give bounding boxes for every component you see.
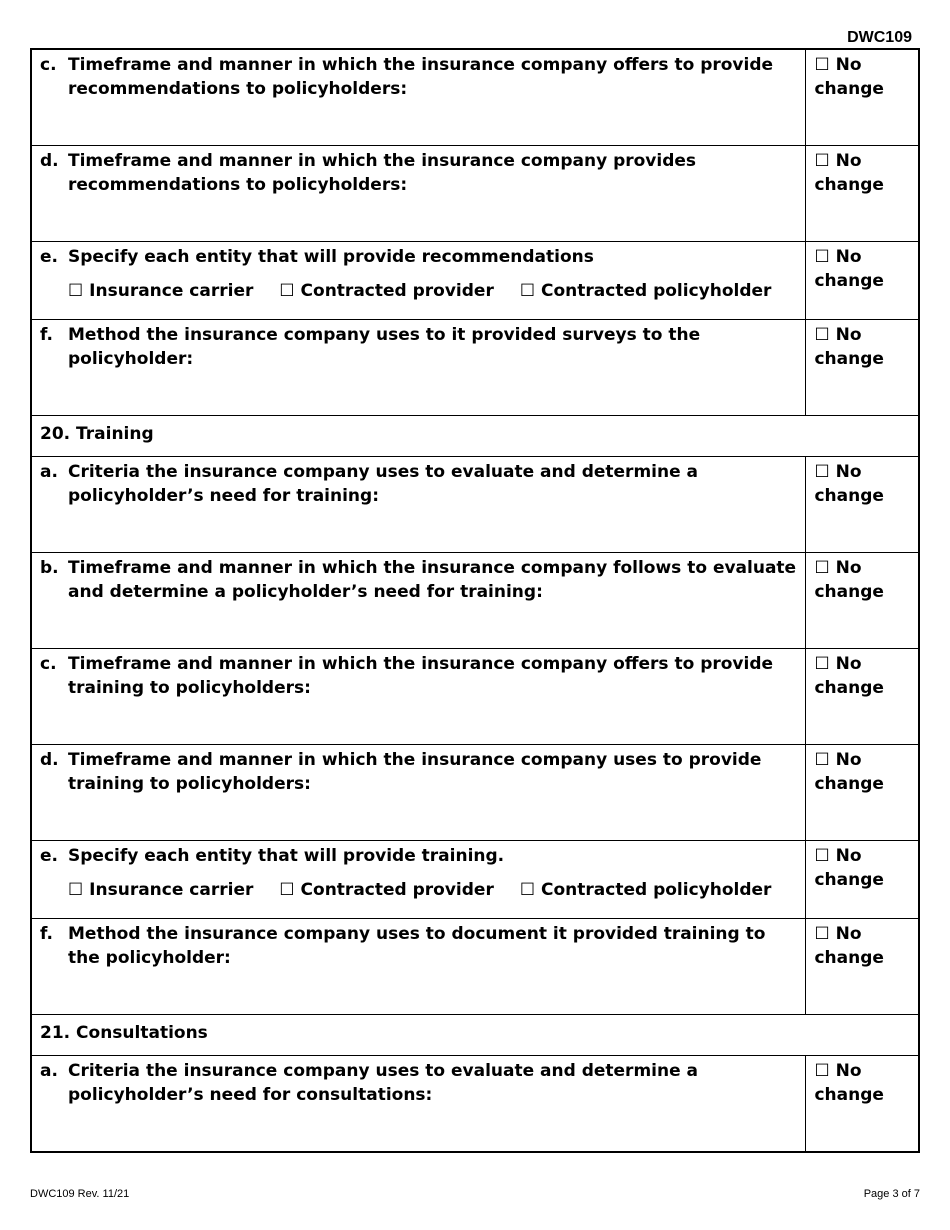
section-header-training (31, 416, 919, 457)
no-change-checkbox[interactable]: ☐ No change (806, 146, 919, 242)
table-row (31, 919, 919, 1015)
no-change-checkbox[interactable]: ☐ No change (806, 320, 919, 416)
question-cell (31, 745, 806, 841)
no-change-checkbox[interactable]: ☐ No change (806, 457, 919, 553)
no-change-checkbox[interactable]: ☐ No change (806, 553, 919, 649)
table-row (31, 841, 919, 919)
item-letter: e. (40, 846, 58, 866)
item-letter: d. (40, 151, 59, 171)
checkbox-icon[interactable]: ☐ (279, 281, 295, 301)
no-change-checkbox[interactable]: ☐ No change (806, 745, 919, 841)
footer-page-number: Page 3 of 7 (863, 1188, 920, 1200)
item-letter: d. (40, 750, 59, 770)
question-text: Specify each entity that will provide recommendations (68, 247, 594, 267)
question-text: Criteria the insurance company uses to evaluate and determine a policyholder’s need for training: (68, 462, 699, 506)
question-cell (31, 919, 806, 1015)
table-row (31, 242, 919, 320)
checkbox-icon[interactable]: ☐ (279, 880, 295, 900)
question-cell (31, 146, 806, 242)
item-letter: b. (40, 558, 59, 578)
item-letter: f. (40, 325, 53, 345)
form-code: DWC109 (847, 29, 912, 46)
question-text: Criteria the insurance company uses to evaluate and determine a policyholder’s need for consultations: (68, 1061, 699, 1105)
option-insurance-carrier[interactable]: ☐ Insurance carrier (68, 880, 254, 900)
question-cell (31, 841, 806, 919)
item-letter: a. (40, 462, 58, 482)
option-insurance-carrier[interactable]: ☐ Insurance carrier (68, 281, 254, 301)
table-row (31, 457, 919, 553)
question-cell (31, 553, 806, 649)
item-letter: a. (40, 1061, 58, 1081)
section-title: 21. Consultations (31, 1015, 919, 1056)
no-change-checkbox[interactable]: ☐ No change (806, 1056, 919, 1153)
checkbox-icon[interactable]: ☐ (519, 281, 536, 301)
option-contracted-policyholder[interactable]: ☐ Contracted policyholder (519, 281, 772, 301)
question-cell (31, 457, 806, 553)
question-text: Method the insurance company uses to document it provided training to the policyholder: (68, 924, 766, 968)
footer-form-revision: DWC109 Rev. 11/21 (30, 1188, 130, 1200)
question-text: Timeframe and manner in which the insurance company uses to provide training to policyholders: (68, 750, 762, 794)
item-letter: e. (40, 247, 58, 267)
item-letter: c. (40, 55, 57, 75)
section-title: 20. Training (31, 416, 919, 457)
entity-options (68, 279, 797, 303)
checkbox-icon[interactable]: ☐ (68, 281, 84, 301)
table-row (31, 146, 919, 242)
question-text: Specify each entity that will provide training. (68, 846, 505, 866)
item-letter: f. (40, 924, 53, 944)
question-text: Method the insurance company uses to it provided surveys to the policyholder: (68, 325, 701, 369)
question-cell (31, 320, 806, 416)
question-text: Timeframe and manner in which the insurance company provides recommendations to policyholders: (68, 151, 697, 195)
no-change-checkbox[interactable]: ☐ No change (806, 919, 919, 1015)
table-row (31, 553, 919, 649)
checkbox-icon[interactable]: ☐ (68, 880, 84, 900)
option-contracted-provider[interactable]: ☐ Contracted provider (279, 281, 494, 301)
question-cell (31, 242, 806, 320)
question-cell (31, 1056, 806, 1153)
no-change-checkbox[interactable]: ☐ No change (806, 242, 919, 320)
no-change-checkbox[interactable]: ☐ No change (806, 841, 919, 919)
table-row (31, 49, 919, 146)
question-text: Timeframe and manner in which the insurance company offers to provide training to policyholders: (68, 654, 774, 698)
table-row (31, 1056, 919, 1153)
table-row (31, 320, 919, 416)
checkbox-icon[interactable]: ☐ (519, 880, 536, 900)
question-cell (31, 649, 806, 745)
form-table (30, 48, 920, 1153)
question-text: Timeframe and manner in which the insurance company follows to evaluate and determine a policyholder’s need for training: (68, 558, 797, 602)
table-row (31, 745, 919, 841)
no-change-checkbox[interactable]: ☐ No change (806, 49, 919, 146)
entity-options (68, 878, 797, 902)
option-contracted-provider[interactable]: ☐ Contracted provider (279, 880, 494, 900)
table-row (31, 649, 919, 745)
question-text: Timeframe and manner in which the insurance company offers to provide recommendations to policyholders: (68, 55, 774, 99)
section-header-consultations (31, 1015, 919, 1056)
item-letter: c. (40, 654, 57, 674)
option-contracted-policyholder[interactable]: ☐ Contracted policyholder (519, 880, 772, 900)
no-change-checkbox[interactable]: ☐ No change (806, 649, 919, 745)
question-cell (31, 49, 806, 146)
